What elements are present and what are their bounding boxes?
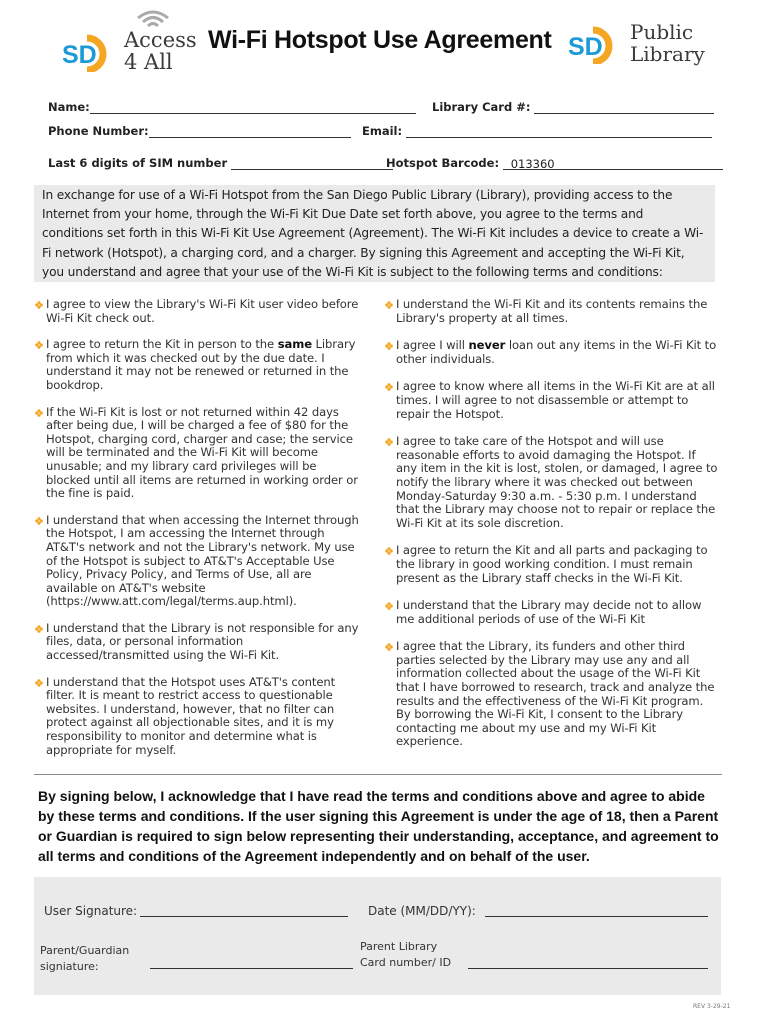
email-field[interactable]: [362, 124, 712, 138]
terms-left-column: [34, 298, 364, 770]
sim-line[interactable]: [231, 157, 393, 170]
access-4-all-logo: [60, 8, 205, 74]
diamond-bullet-icon: [385, 602, 393, 610]
phone-line[interactable]: [149, 125, 351, 138]
term-text: I understand that the Hotspot uses AT&T's content filter. It is meant to restrict access to questionable websites. I understand, however, that no filter can protect against all objectionable sites, and it is my responsibility to monitor and determine what is appropriate for myself.: [46, 674, 336, 757]
diamond-bullet-icon: [385, 643, 393, 651]
sd-mark-icon: [566, 24, 620, 64]
logo-text-line2: 4 All: [124, 50, 173, 74]
email-line[interactable]: [406, 125, 712, 138]
terms-right-column: [384, 298, 720, 763]
parent-card-line[interactable]: [468, 968, 708, 969]
library-card-label: Library Card #:: [432, 100, 531, 114]
user-signature-label: User Signature:: [44, 904, 138, 918]
parent-signature-label: [40, 943, 129, 975]
hotspot-barcode-label: Hotspot Barcode:: [386, 156, 500, 170]
logo-text-line2: Library: [630, 42, 705, 66]
diamond-bullet-icon: [35, 301, 43, 309]
page-title: Wi-Fi Hotspot Use Agreement: [208, 26, 552, 54]
diamond-bullet-icon: [35, 679, 43, 687]
sd-mark-icon: [60, 32, 114, 72]
term-item: [384, 435, 720, 530]
term-text: I agree to take care of the Hotspot and will use reasonable efforts to avoid damaging the Hotspot. If any item in the kit is lost, stolen, or damaged, I agree to notify the library where it was checked out between Monday-Saturday 9:30 a.m. - 5:30 p.m. I understand that the Library may choose not to repair or replace the Wi-Fi Kit at its sole discretion.: [396, 434, 718, 530]
term-item: [34, 514, 364, 609]
diamond-bullet-icon: [35, 517, 43, 525]
term-text: I understand that the Library may decide not to allow me additional periods of use of the Wi-Fi Kit: [396, 598, 702, 626]
hotspot-barcode-line[interactable]: [503, 157, 723, 170]
wifi-icon: [136, 8, 170, 30]
hotspot-barcode-value: 013360: [510, 157, 555, 171]
name-label: Name:: [48, 100, 90, 114]
section-divider: [34, 774, 722, 775]
diamond-bullet-icon: [385, 547, 393, 555]
sim-label: Last 6 digits of SIM number: [48, 156, 228, 170]
name-field[interactable]: [48, 100, 416, 114]
revision-note: REV 3-29-21: [693, 1003, 731, 1010]
hotspot-barcode-field[interactable]: [386, 156, 723, 170]
term-emphasis: same: [277, 337, 312, 352]
term-text: I understand that when accessing the Internet through the Hotspot, I am accessing the Internet through AT&T's network and not the Library's network. My use of the Hotspot is subject to AT&T's Acceptable Use Policy, Privacy Policy, and Terms of Use, all are available on AT&T's website (https://www.att.com/legal/terms.aup.html).: [46, 512, 359, 609]
name-line[interactable]: [90, 101, 416, 114]
term-item: [34, 622, 364, 663]
term-text-after: Library from which it was checked out by the due date. I understand it may not be renewed or returned in the bookdrop.: [46, 337, 356, 392]
diamond-bullet-icon: [35, 341, 43, 349]
diamond-bullet-icon: [35, 625, 43, 633]
phone-field[interactable]: [48, 124, 351, 138]
term-text: I agree to return the Kit and all parts and packaging to the library in good working condition. I must remain present as the Library staff checks in the Wi-Fi Kit.: [396, 543, 708, 585]
term-text: I agree to view the Library's Wi-Fi Kit user video before Wi-Fi Kit check out.: [46, 297, 359, 325]
term-item: [384, 380, 720, 421]
term-item: [384, 599, 720, 626]
term-text: I agree to return the Kit in person to the: [46, 337, 278, 352]
email-label: Email:: [362, 124, 403, 138]
diamond-bullet-icon: [385, 383, 393, 391]
library-card-field[interactable]: [432, 100, 714, 114]
term-item: [384, 640, 720, 749]
term-emphasis: never: [468, 338, 506, 353]
sim-field[interactable]: [48, 156, 393, 170]
date-line[interactable]: [485, 916, 708, 917]
diamond-bullet-icon: [385, 342, 393, 350]
term-text: I understand the Wi-Fi Kit and its contents remains the Library's property at all times.: [396, 297, 708, 325]
parent-signature-line[interactable]: [150, 968, 353, 969]
parent-card-label: [360, 939, 451, 971]
term-text: I agree I will: [396, 338, 469, 353]
parent-label-line1: Parent/Guardian: [40, 944, 130, 957]
term-item: [34, 298, 364, 325]
term-item: [384, 298, 720, 325]
term-item: [384, 544, 720, 585]
term-item: [384, 339, 720, 366]
acknowledgement-paragraph: By signing below, I acknowledge that I have read the terms and conditions above and agree to abide by these terms and conditions. If the user signing this Agreement is under the age of 18, then a Parent or Guardian is required to sign below representing their understanding, acceptance, and agreement to all terms and conditions of the Agreement independently and on behalf of the user.: [38, 788, 719, 864]
intro-paragraph: In exchange for use of a Wi-Fi Hotspot from the San Diego Public Library (Library), providing access to the Internet from your home, through the Wi-Fi Kit Due Date set forth above, you agree to the terms and conditions set forth in this Wi-Fi Kit Use Agreement (Agreement). The Wi-Fi Kit includes a device to create a Wi-Fi network (Hotspot), a charging cord, and a charger. By signing this Agreement and accepting the Wi-Fi Kit, you understand and agree that your use of the Wi-Fi Kit is subject to the following terms and conditions:: [34, 185, 715, 282]
date-label: Date (MM/DD/YY):: [368, 904, 476, 918]
svg-text:SD: SD: [62, 41, 97, 69]
term-text: If the Wi-Fi Kit is lost or not returned within 42 days after being due, I will be charged a fee of $80 for the Hotspot, charging cord, charger and case; the service will be terminated and the Wi-Fi Kit will become unusable; and my library card privileges will be blocked until all items are returned in working order or the fine is paid.: [46, 404, 358, 501]
signature-section: [34, 877, 721, 995]
public-library-logo: [566, 20, 711, 70]
card-label-line2: Card number/ ID: [360, 956, 452, 969]
card-label-line1: Parent Library: [360, 940, 438, 953]
parent-label-line2: signiature:: [40, 960, 99, 973]
term-item: [34, 676, 364, 758]
term-item: [34, 338, 364, 392]
logo-text-line1: Access: [124, 28, 197, 52]
logo-text-line1: Public: [630, 20, 694, 44]
phone-label: Phone Number:: [48, 124, 149, 138]
user-signature-line[interactable]: [140, 916, 348, 917]
diamond-bullet-icon: [385, 301, 393, 309]
library-card-line[interactable]: [534, 101, 714, 114]
term-text: I agree that the Library, its funders and other third parties selected by the Library may use any and all information collected about the usage of the Wi-Fi Kit that I have borrowed to research, track and analyze the results and the effectiveness of the Wi-Fi Kit program. By borrowing the Wi-Fi Kit, I consent to the Library contacting me about my use and my Wi-Fi Kit experience.: [396, 639, 715, 749]
svg-text:SD: SD: [568, 33, 603, 61]
term-text: I agree to know where all items in the Wi-Fi Kit are at all times. I will agree to not disassemble or attempt to repair the Hotspot.: [396, 379, 715, 421]
term-item: [34, 406, 364, 501]
diamond-bullet-icon: [385, 438, 393, 446]
term-text: I understand that the Library is not responsible for any files, data, or personal information accessed/transmitted using the Wi-Fi Kit.: [46, 620, 359, 663]
diamond-bullet-icon: [35, 409, 43, 417]
term-text-after: loan out any items in the Wi-Fi Kit to other individuals.: [396, 338, 717, 366]
